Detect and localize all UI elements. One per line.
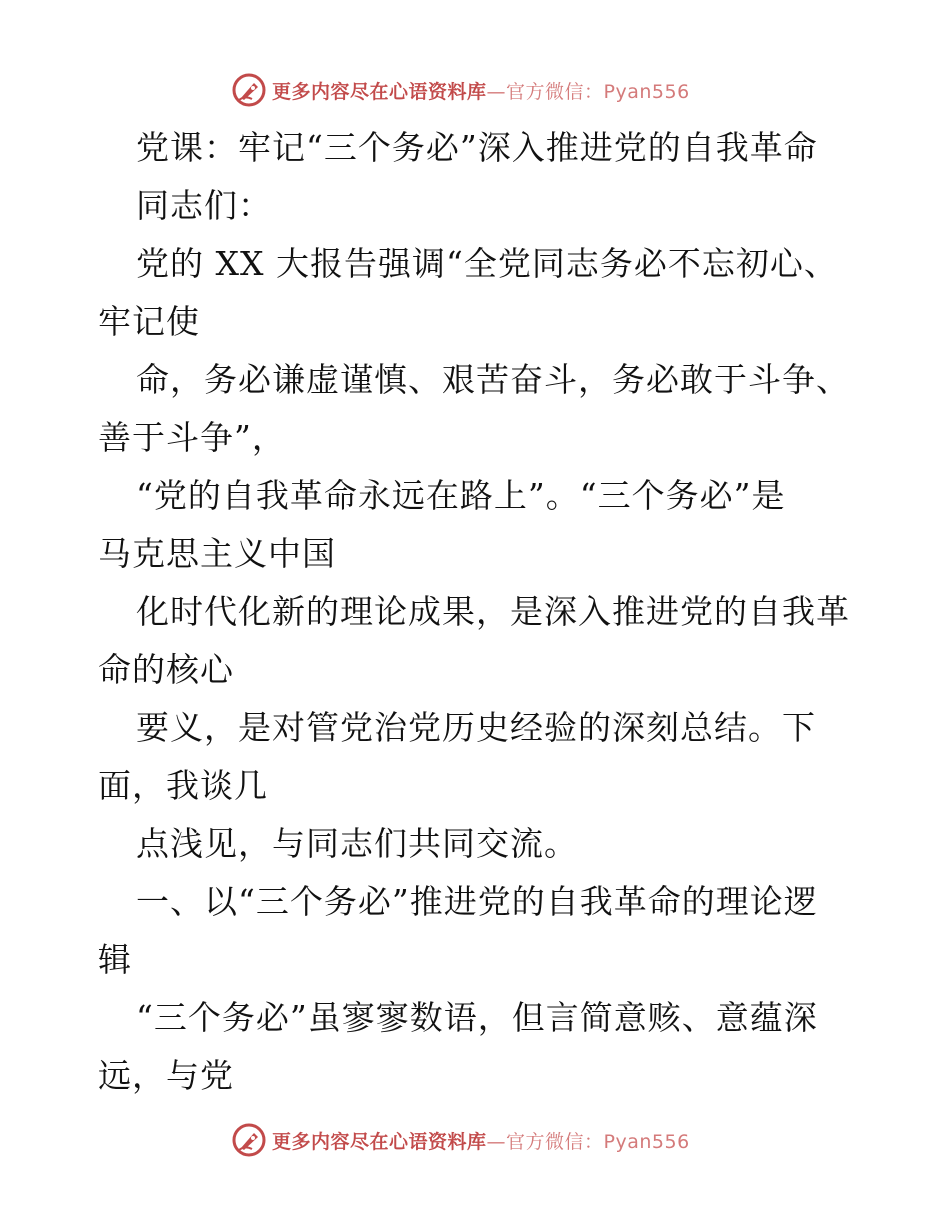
text-line: 远，与党 — [98, 1056, 234, 1095]
document-title: 党课：牢记“三个务必”深入推进党的自我革命 — [136, 128, 818, 167]
pen-nib-logo-icon — [232, 73, 266, 107]
text-line: 命，务必谦虚谨慎、艰苦奋斗，务必敢于斗争、 — [136, 360, 850, 399]
text-line: 命的核心 — [98, 650, 234, 689]
section-heading: 一、以“三个务必”推进党的自我革命的理论逻 — [136, 882, 818, 921]
text-line: “党的自我革命永远在路上”。“三个务必”是 — [136, 476, 786, 515]
text-line: 牢记使 — [98, 302, 200, 341]
text-line: “三个务必”虽寥寥数语，但言简意赅、意蕴深 — [136, 998, 818, 1037]
watermark-sub-text: —官方微信：Pyan556 — [486, 1130, 690, 1153]
footer-watermark — [232, 1122, 690, 1158]
watermark-sub-text: —官方微信：Pyan556 — [486, 80, 690, 103]
text-line: 马克思主义中国 — [98, 534, 336, 573]
watermark-main-text: 更多内容尽在心语资料库 — [272, 1130, 487, 1153]
text-line: 要义，是对管党治党历史经验的深刻总结。下 — [136, 708, 816, 747]
text-line: 面，我谈几 — [98, 766, 268, 805]
text-line: 点浅见，与同志们共同交流。 — [136, 824, 578, 863]
header-watermark — [232, 72, 690, 108]
text-line: 化时代化新的理论成果，是深入推进党的自我革 — [136, 592, 850, 631]
text-line: 党的 XX 大报告强调“全党同志务必不忘初心、 — [136, 244, 838, 283]
salutation: 同志们： — [136, 186, 272, 225]
watermark-main-text: 更多内容尽在心语资料库 — [272, 80, 487, 103]
section-heading-continued: 辑 — [98, 940, 132, 979]
pen-nib-logo-icon — [232, 1123, 266, 1157]
text-line: 善于斗争”， — [98, 418, 286, 457]
